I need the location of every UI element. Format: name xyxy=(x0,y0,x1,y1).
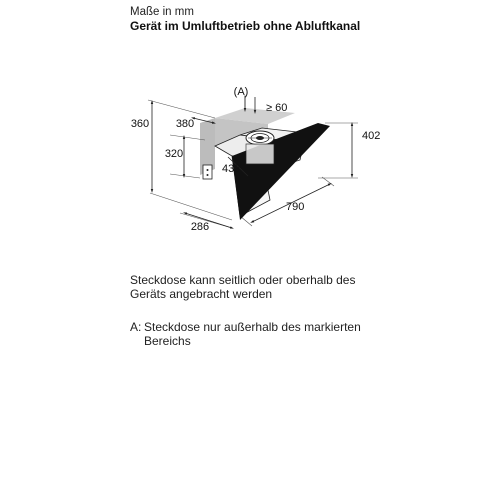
dim-socket-width: 380 xyxy=(175,118,195,130)
socket-placement-note xyxy=(130,273,430,301)
area-marker-label: (A) xyxy=(233,86,249,98)
dim-socket-height: 320 xyxy=(164,148,184,160)
dim-glass-height: 402 xyxy=(362,130,381,142)
socket-note-line-1: Steckdose kann seitlich oder oberhalb des xyxy=(130,273,356,287)
socket-note-line-2: Geräts angebracht werden xyxy=(130,287,273,301)
area-note-line-1: Steckdose nur außerhalb des markierten xyxy=(144,320,361,334)
area-note-key: A: xyxy=(130,320,142,334)
dim-clearance-top: ≥ 60 xyxy=(266,102,288,114)
dim-unit-depth: 433 xyxy=(222,163,241,175)
dim-total-height: 360 xyxy=(130,118,150,130)
fan-icon xyxy=(246,131,274,145)
dim-width: 790 xyxy=(286,201,305,213)
dim-bottom-depth: 286 xyxy=(190,221,210,233)
units-label: Maße in mm xyxy=(130,6,194,18)
diagram-title: Gerät im Umluftbetrieb ohne Abluftkanal xyxy=(130,19,361,33)
socket-icon xyxy=(203,165,212,179)
area-note-line-2: Bereichs xyxy=(144,334,191,348)
